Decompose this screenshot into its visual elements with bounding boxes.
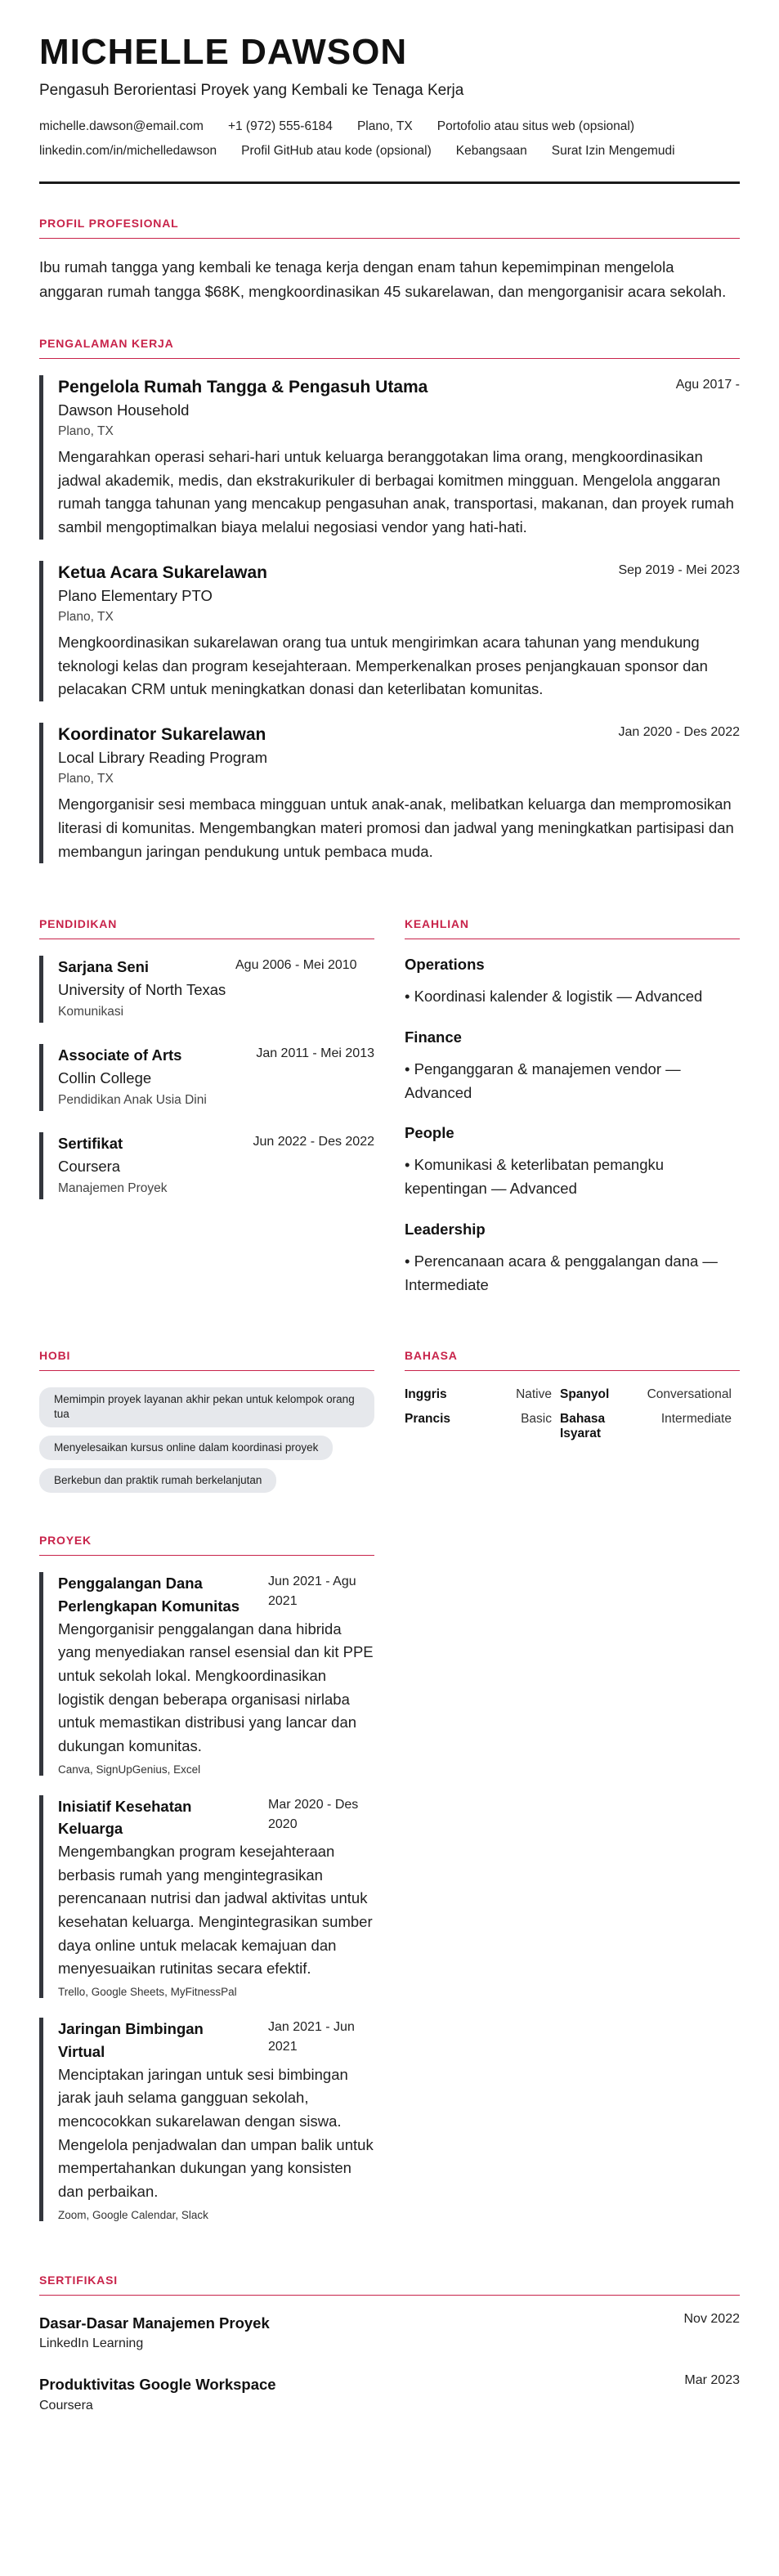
skill-item: • Penganggaran & manajemen vendor — Advanced	[405, 1060, 681, 1101]
job-date: Sep 2019 - Mei 2023	[618, 562, 740, 577]
profile-section	[39, 217, 740, 303]
contact-list	[39, 114, 726, 164]
experience-entry	[39, 561, 740, 701]
education-field: Manajemen Proyek	[58, 1180, 168, 1195]
project-description: Mengembangkan program kesejahteraan berbasis rumah yang mengintegrasikan perencanaan nutrisi dan jadwal aktivitas untuk kesehatan keluarga. Mengintegrasikan sumber daya online untuk melacak kemajuan dan menyesuaikan rutinitas secara efektif.	[58, 1843, 373, 1978]
job-organization: Plano Elementary PTO	[58, 587, 213, 605]
language-name: Bahasa Isyarat	[560, 1412, 606, 1441]
projects-section	[39, 1501, 374, 2241]
contact-portfolio[interactable]: Portofolio atau situs web (opsional)	[437, 119, 634, 134]
language-level: Intermediate	[660, 1412, 732, 1427]
profile-summary: Ibu rumah tangga yang kembali ke tenaga kerja dengan enam tahun kepemimpinan mengelola anggaran rumah tangga $68K, mengkoordinasikan 45 sukarelawan, dan mengorganisir acara sekolah.	[39, 258, 727, 300]
education-date: Jan 2011 - Mei 2013	[256, 1046, 374, 1061]
section-title-profile: PROFIL PROFESIONAL	[39, 217, 740, 239]
resume-header	[39, 33, 740, 184]
job-organization: Local Library Reading Program	[58, 749, 268, 767]
language-level: Conversational	[647, 1387, 732, 1402]
education-skills-row	[39, 885, 740, 1316]
project-tools: Canva, SignUpGenius, Excel	[58, 1763, 201, 1776]
language-level: Native	[516, 1387, 552, 1402]
header-divider	[39, 181, 740, 184]
skill-category: Operations	[405, 956, 485, 974]
skill-group	[405, 1028, 740, 1104]
project-date: Jun 2021 - Agu 2021	[268, 1575, 356, 1609]
certifications-section	[39, 2274, 740, 2417]
project-description: Mengorganisir penggalangan dana hibrida yang menyediakan ransel esensial dan kit PPE untuk sekolah lokal. Mengkoordinasikan logistik dengan beberapa organisasi nirlaba untuk memastikan distribusi yang lancar dan dukungan komunitas.	[58, 1620, 374, 1754]
experience-section	[39, 337, 740, 864]
skill-category: Finance	[405, 1028, 462, 1046]
education-date: Agu 2006 - Mei 2010	[235, 958, 357, 973]
contact-linkedin[interactable]: linkedin.com/in/michelledawson	[39, 144, 217, 159]
education-school: University of North Texas	[58, 981, 226, 999]
job-title: Koordinator Sukarelawan	[58, 725, 266, 745]
section-title-certifications: SERTIFIKASI	[39, 2274, 740, 2296]
certification-name: Produktivitas Google Workspace	[39, 2376, 276, 2394]
education-school: Coursera	[58, 1157, 121, 1175]
project-entry	[39, 2018, 374, 2221]
project-title: Inisiatif Kesehatan Keluarga	[58, 1797, 192, 1838]
languages-section	[405, 1316, 740, 1501]
skills-section	[405, 885, 740, 1316]
skill-item: • Koordinasi kalender & logistik — Advanced	[405, 988, 703, 1006]
project-entry	[39, 1795, 374, 1999]
candidate-tagline: Pengasuh Berorientasi Proyek yang Kembali ke Tenaga Kerja	[39, 82, 464, 100]
section-title-skills: KEAHLIAN	[405, 917, 740, 939]
job-description: Mengarahkan operasi sehari-hari untuk keluarga beranggotakan lima orang, mengkoordinasikan jadwal akademik, medis, dan ekstrakurikuler di berbagai komitmen mingguan. Mengelola anggaran rumah tangga tahunan yang mencakup pengasuhan anak, transportasi, makanan, dan proyek rumah sambil mengoptimalkan biaya melalui negosiasi vendor yang hati-hati.	[58, 447, 734, 535]
job-location: Plano, TX	[58, 423, 114, 438]
project-tools: Zoom, Google Calendar, Slack	[58, 2208, 208, 2221]
contact-location: Plano, TX	[356, 119, 413, 134]
certification-date: Nov 2022	[683, 2311, 740, 2326]
education-entry	[39, 1044, 374, 1111]
education-date: Jun 2022 - Des 2022	[253, 1135, 374, 1149]
section-title-languages: BAHASA	[405, 1349, 740, 1371]
contact-phone[interactable]: +1 (972) 555-6184	[227, 119, 333, 134]
education-entry	[39, 956, 374, 1023]
education-degree: Associate of Arts	[58, 1046, 182, 1064]
job-description: Mengkoordinasikan sukarelawan orang tua untuk mengirimkan acara tahunan yang mendukung teknologi kelas dan program kesejahteraan. Memperkenalkan proses penjangkauan sponsor dan pelacakan CRM untuk meningkatkan donasi dan keterlibatan komunitas.	[58, 634, 708, 698]
skill-item: • Komunikasi & keterlibatan pemangku kepentingan — Advanced	[405, 1156, 665, 1198]
job-organization: Dawson Household	[58, 401, 190, 419]
job-title: Pengelola Rumah Tangga & Pengasuh Utama	[58, 377, 428, 396]
education-degree: Sertifikat	[58, 1135, 123, 1153]
project-description: Menciptakan jaringan untuk sesi bimbingan jarak jauh selama gangguan sekolah, mencocokkan sukarelawan dengan siswa. Mengelola penjadwalan dan umpan balik untuk mempertahankan dukungan yang konsisten dan perbaikan.	[58, 2065, 374, 2200]
education-school: Collin College	[58, 1069, 152, 1087]
skill-category: People	[405, 1124, 454, 1142]
experience-entry	[39, 375, 740, 540]
hobbies-section	[39, 1316, 374, 1501]
job-title: Ketua Acara Sukarelawan	[58, 562, 268, 582]
skill-group	[405, 956, 740, 1009]
contact-email[interactable]: michelle.dawson@email.com	[39, 119, 204, 134]
section-title-projects: PROYEK	[39, 1534, 374, 1556]
hobbies-languages-row	[39, 1316, 740, 1501]
projects-row	[39, 1501, 740, 2241]
contact-nationality: Kebangsaan	[455, 144, 527, 159]
candidate-name: MICHELLE DAWSON	[39, 32, 408, 72]
certification-entry	[39, 2312, 740, 2354]
job-date: Agu 2017 -	[675, 377, 740, 392]
language-name: Spanyol	[560, 1387, 610, 1402]
skill-group	[405, 1124, 740, 1200]
project-title: Penggalangan Dana Perlengkapan Komunitas	[58, 1575, 240, 1615]
job-date: Jan 2020 - Des 2022	[618, 725, 740, 740]
hobby-tag: Menyelesaikan kursus online dalam koordinasi proyek	[39, 1436, 333, 1460]
project-title: Jaringan Bimbingan Virtual	[58, 2020, 204, 2060]
language-grid	[405, 1387, 740, 1441]
project-date: Jan 2021 - Jun 2021	[268, 2020, 355, 2054]
experience-entry	[39, 723, 740, 863]
education-degree: Sarjana Seni	[58, 958, 150, 976]
contact-driving-license: Surat Izin Mengemudi	[551, 144, 675, 159]
hobby-tag: Berkebun dan praktik rumah berkelanjutan	[39, 1468, 276, 1493]
project-date: Mar 2020 - Des 2020	[268, 1797, 359, 1831]
certification-issuer: Coursera	[39, 2399, 93, 2413]
certification-name: Dasar-Dasar Manajemen Proyek	[39, 2314, 270, 2332]
hobby-tag: Memimpin proyek layanan akhir pekan untuk kelompok orang tua	[39, 1387, 374, 1427]
skill-item: • Perencanaan acara & penggalangan dana — Intermediate	[405, 1252, 718, 1293]
education-field: Komunikasi	[58, 1004, 124, 1019]
section-title-education: PENDIDIKAN	[39, 917, 374, 939]
project-entry	[39, 1572, 374, 1776]
language-level: Basic	[521, 1412, 552, 1427]
section-title-experience: PENGALAMAN KERJA	[39, 337, 740, 359]
education-field: Pendidikan Anak Usia Dini	[58, 1092, 207, 1107]
language-name: Prancis	[405, 1412, 451, 1427]
certification-entry	[39, 2373, 740, 2416]
section-title-hobbies: HOBI	[39, 1349, 374, 1371]
skill-category: Leadership	[405, 1220, 486, 1238]
job-location: Plano, TX	[58, 772, 114, 786]
education-entry	[39, 1132, 374, 1199]
job-description: Mengorganisir sesi membaca mingguan untuk anak-anak, melibatkan keluarga dan mempromosikan literasi di komunitas. Mengembangkan materi promosi dan jadwal yang meningkatkan partisipasi dan membangun jaringan pendukung untuk pembaca muda.	[58, 795, 734, 860]
certification-date: Mar 2023	[684, 2373, 740, 2388]
language-name: Inggris	[405, 1387, 447, 1402]
certification-issuer: LinkedIn Learning	[39, 2336, 144, 2351]
project-tools: Trello, Google Sheets, MyFitnessPal	[58, 1986, 237, 1999]
education-section	[39, 885, 374, 1316]
job-location: Plano, TX	[58, 609, 114, 624]
skill-group	[405, 1221, 740, 1297]
contact-github[interactable]: Profil GitHub atau kode (opsional)	[241, 144, 432, 159]
